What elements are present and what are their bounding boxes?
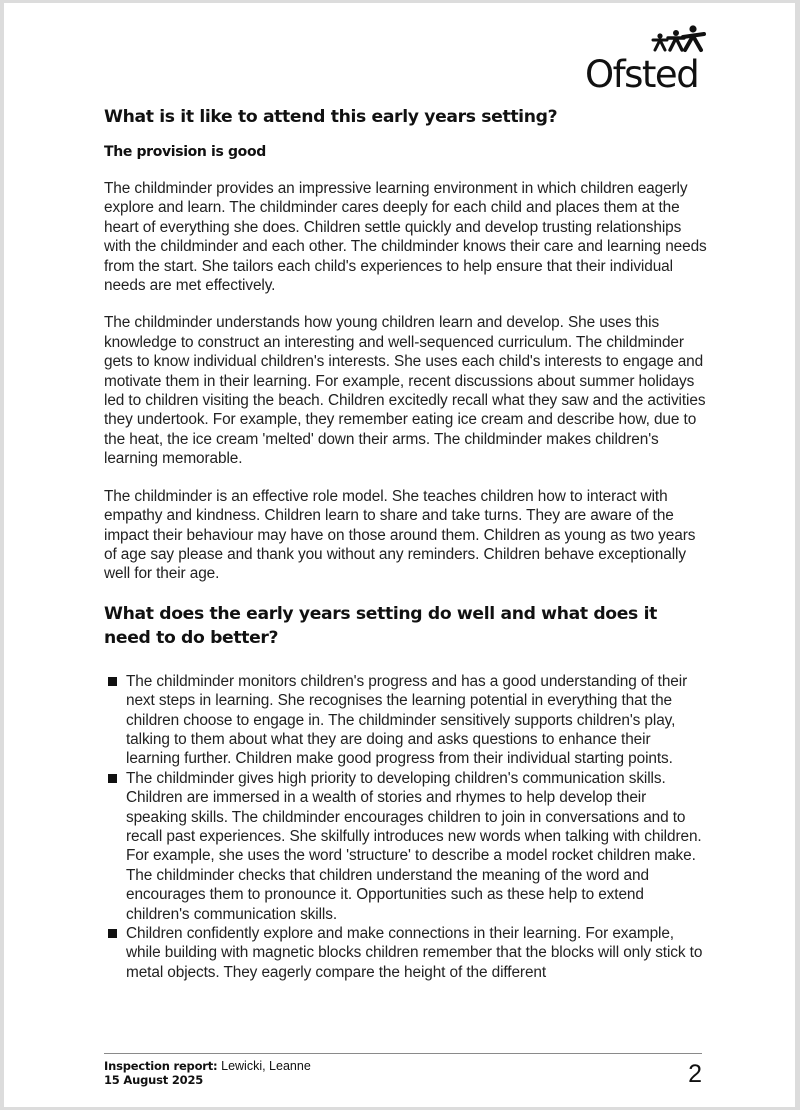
ofsted-logo [584, 25, 709, 95]
list-item-text: The childminder monitors children's progress and has a good understanding of their next steps in learning. She recognises the learning potential in everything that the children choose to engage in. The childminder sensitively supports children's play, talking to them about what they are doing and asks questions to enhance their learning further. Children make good progress from their individual starting points. [126, 672, 688, 768]
report-content [104, 106, 708, 982]
report-date: 15 August 2025 [104, 1073, 204, 1087]
section-heading-attend: What is it like to attend this early years setting? [104, 107, 558, 127]
list-item [104, 924, 708, 982]
square-bullet-icon [108, 929, 117, 938]
list-item [104, 672, 708, 769]
svg-text:Ofsted: Ofsted [585, 53, 699, 95]
page-number: 2 [688, 1060, 702, 1088]
list-item [104, 769, 708, 924]
square-bullet-icon [108, 774, 117, 783]
paragraph: The childminder understands how young children learn and develop. She uses this knowledge to construct an interesting and well-sequenced curriculum. The childminder gets to know individual children's interests. She uses each child's interests to engage and motivate them in their learning. For example, recent discussions about summer holidays led to children visiting the beach. Children excitedly recall what they saw and the activities they undertook. For example, they remember eating ice cream and describe how, due to the heat, the ice cream 'melted' down their arms. The childminder makes children's learning memorable. [104, 314, 706, 468]
paragraph: The childminder provides an impressive learning environment in which children eagerly explore and learn. The childminder cares deeply for each child and places them at the heart of everything she does. Children settle quickly and develop trusting relationships with the childminder and each other. The childminder knows their care and learning needs from the start. She tailors each child's experiences to help ensure that their individual needs are met effectively. [104, 180, 707, 295]
paragraph: The childminder is an effective role model. She teaches children how to interact with empathy and kindness. Children learn to share and take turns. They are aware of the impact their behaviour may have on those around them. Children as young as two years of age say please and thank you without any reminders. Children behave exceptionally well for their age. [104, 487, 696, 583]
section-heading-do-well: What does the early years setting do well and what does it need to do better? [104, 603, 657, 648]
date-line [104, 1073, 702, 1087]
list-item-text: Children confidently explore and make connections in their learning. For example, while building with magnetic blocks children remember that the blocks will only stick to metal objects. They eagerly compare the height of the different [126, 925, 703, 981]
page-footer [104, 1053, 702, 1087]
ofsted-stars-figures-icon [584, 25, 709, 95]
document-page [4, 3, 795, 1107]
provision-judgement: The provision is good [104, 144, 266, 160]
provider-name: Lewicki, Leanne [221, 1059, 311, 1073]
list-item-text: The childminder gives high priority to developing children's communication skills. Children are immersed in a wealth of stories and rhymes to help develop their speaking skills. The childminder encourages children to join in conversations and to recall past experiences. She skilfully introduces new words when talking with children. For example, she uses the word 'structure' to describe a model rocket children make. The childminder checks that children understand the meaning of the word and encourages them to pronounce it. Opportunities such as these help to extend children's communication skills. [126, 769, 702, 923]
findings-list [104, 672, 708, 983]
square-bullet-icon [108, 677, 117, 686]
report-label: Inspection report: [104, 1059, 218, 1073]
report-line [104, 1059, 702, 1073]
